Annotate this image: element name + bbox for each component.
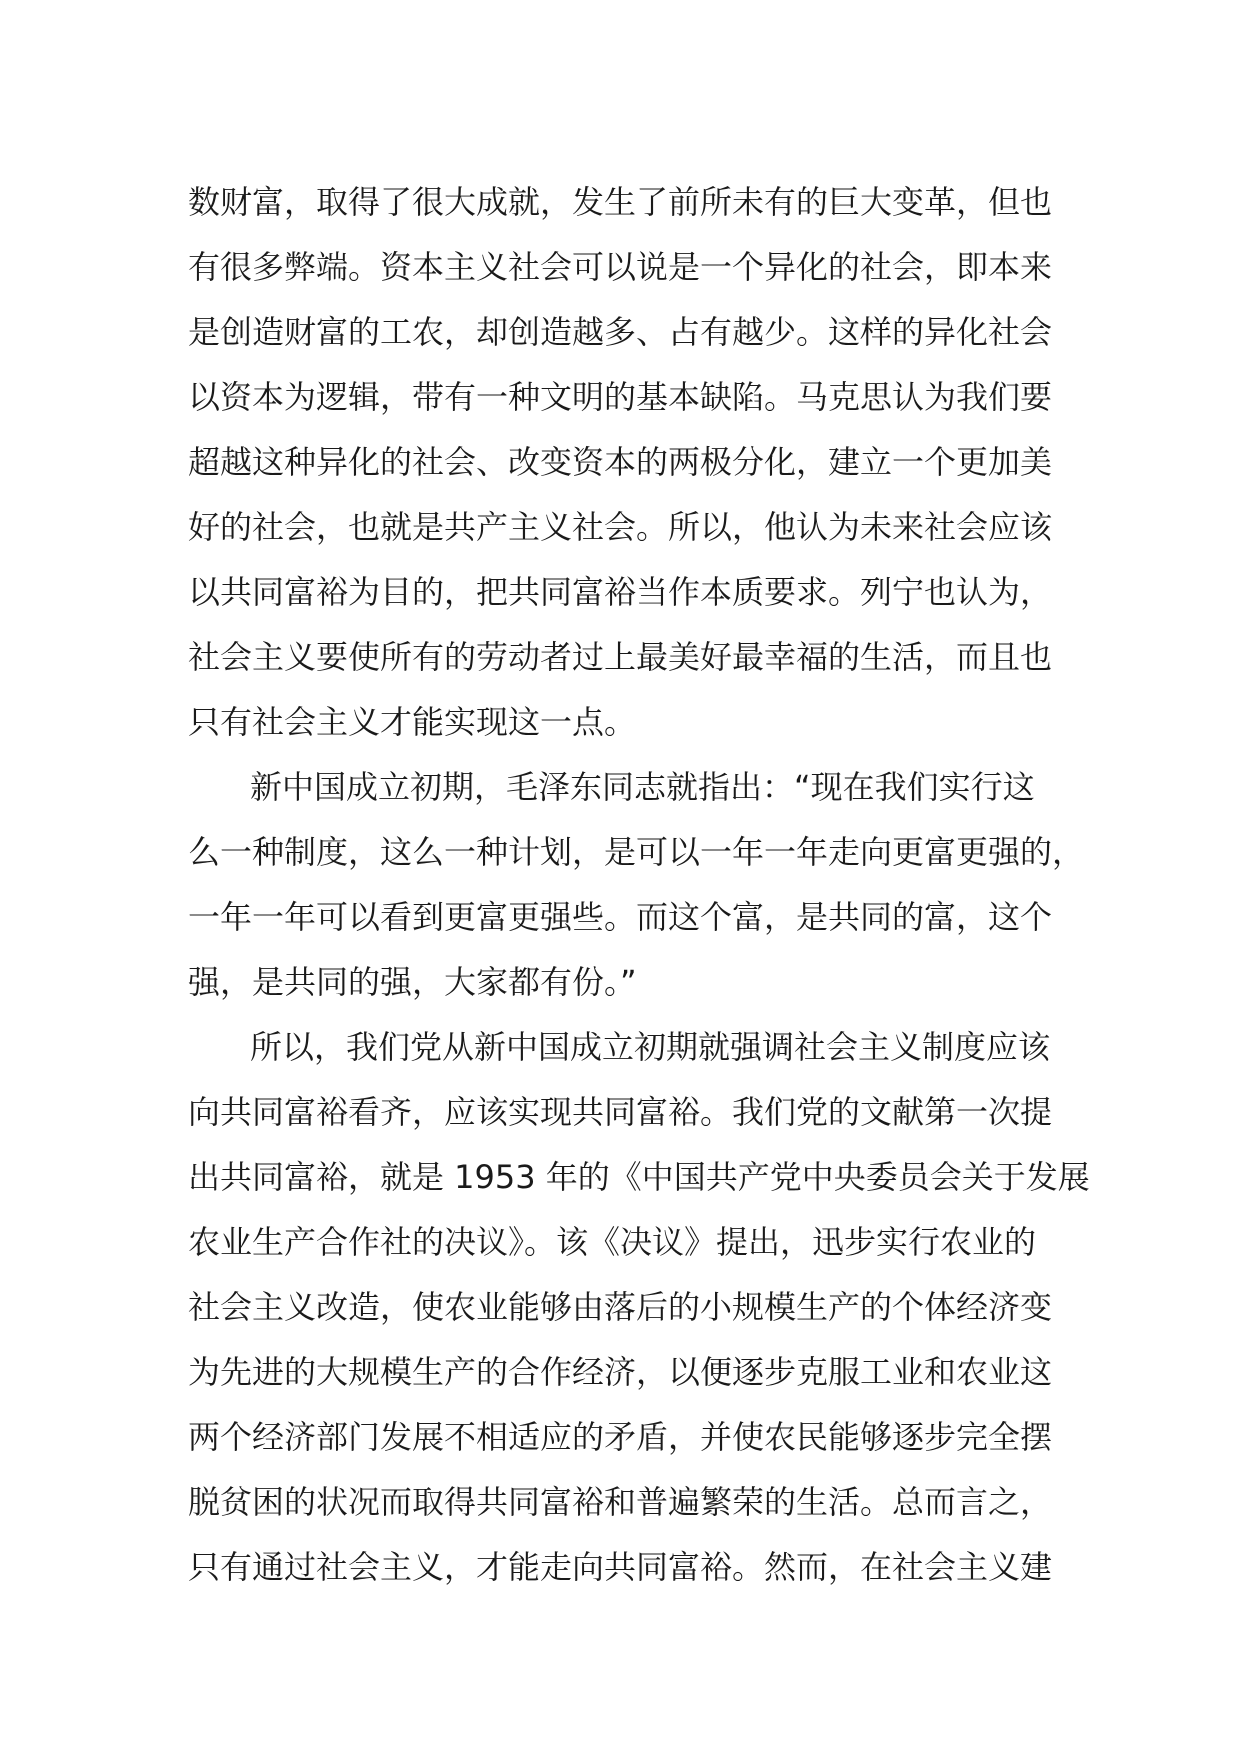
text-line: 一年一年可以看到更富更强些。而这个富，是共同的富，这个 [188, 898, 1053, 936]
text-line: 数财富，取得了很大成就，发生了前所未有的巨大变革，但也 [188, 183, 1053, 221]
text-line: 以资本为逻辑，带有一种文明的基本缺陷。马克思认为我们要 [188, 378, 1053, 416]
text-line: 为先进的大规模生产的合作经济，以便逐步克服工业和农业这 [188, 1353, 1053, 1391]
text-line: 只有社会主义才能实现这一点。 [188, 703, 637, 741]
text-line: 好的社会，也就是共产主义社会。所以，他认为未来社会应该 [188, 508, 1053, 546]
text-line: 么一种制度，这么一种计划，是可以一年一年走向更富更强的， [188, 833, 1085, 871]
text-line: 强，是共同的强，大家都有份。” [188, 963, 637, 1001]
text-line: 是创造财富的工农，却创造越多、占有越少。这样的异化社会 [188, 313, 1053, 351]
body-text [188, 170, 1090, 1600]
text-line: 出共同富裕，就是 1953 年的《中国共产党中央委员会关于发展 [188, 1158, 1090, 1196]
text-line: 超越这种异化的社会、改变资本的两极分化，建立一个更加美 [188, 443, 1053, 481]
text-line: 社会主义要使所有的劳动者过上最美好最幸福的生活，而且也 [188, 638, 1053, 676]
text-line: 有很多弊端。资本主义社会可以说是一个异化的社会，即本来 [188, 248, 1053, 286]
text-line: 只有通过社会主义，才能走向共同富裕。然而，在社会主义建 [188, 1548, 1053, 1586]
paragraph-start-line: 新中国成立初期，毛泽东同志就指出：“现在我们实行这 [250, 768, 1035, 806]
text-line: 农业生产合作社的决议》。该《决议》提出，迅步实行农业的 [188, 1223, 1037, 1261]
text-line: 两个经济部门发展不相适应的矛盾，并使农民能够逐步完全摆 [188, 1418, 1053, 1456]
text-line: 脱贫困的状况而取得共同富裕和普遍繁荣的生活。总而言之， [188, 1483, 1053, 1521]
text-line: 社会主义改造，使农业能够由落后的小规模生产的个体经济变 [188, 1288, 1053, 1326]
paragraph-start-line: 所以，我们党从新中国成立初期就强调社会主义制度应该 [250, 1028, 1051, 1066]
text-line: 向共同富裕看齐，应该实现共同富裕。我们党的文献第一次提 [188, 1093, 1053, 1131]
text-line: 以共同富裕为目的，把共同富裕当作本质要求。列宁也认为， [188, 573, 1053, 611]
